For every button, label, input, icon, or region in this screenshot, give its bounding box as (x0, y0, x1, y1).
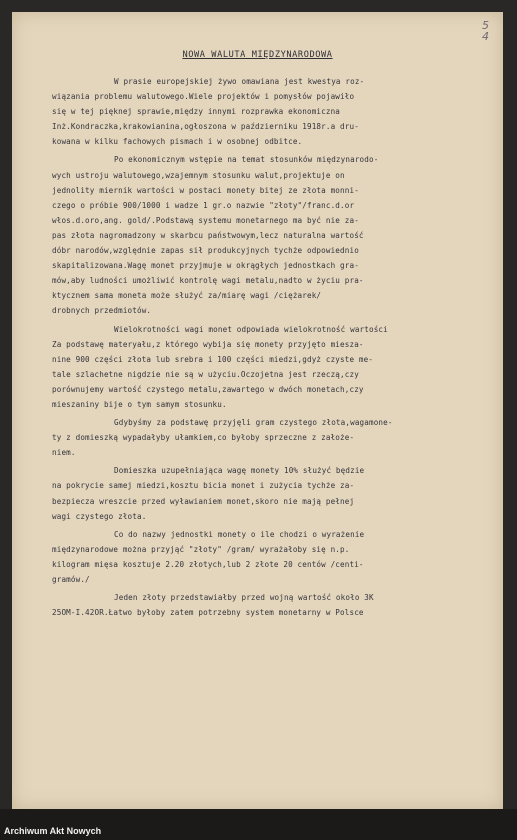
page-number-upper: 5 (482, 19, 489, 32)
document-page (12, 12, 503, 809)
text-line: czego o próbie 900/1000 i wadze 1 gr.o nazwie "złoty"/franc.d.or (52, 200, 355, 210)
text-line: tale szlachetne nigdzie nie są w użyciu.Oczojetna jest rzeczą,czy (52, 369, 359, 379)
text-line: jednolity miernik wartości w postaci monety bitej ze złota monni- (52, 185, 359, 195)
text-line: niem. (52, 448, 76, 458)
text-line: kowana w kilku fachowych pismach i w osobnej odbitce. (52, 137, 303, 147)
text-line: Za podstawę materyału,z którego wybija się monety przyjęto miesza- (52, 339, 364, 349)
paragraph (52, 152, 492, 318)
document-body (52, 74, 492, 623)
text-line: międzynarodowe można przyjąć "złoty" /gram/ wyrażałoby się n.p. (52, 544, 350, 554)
page-number-lower: 4 (482, 30, 489, 43)
archive-footer-bar (0, 809, 517, 840)
text-line: Wielokrotności wagi monet odpowiada wielokrotność wartości (114, 324, 388, 334)
text-line: W prasie europejskiej żywo omawiana jest kwestya roz- (114, 77, 365, 86)
archive-label: Archiwum Akt Nowych (4, 826, 102, 836)
text-line: się w tej pięknej sprawie,między innymi rozprawka ekonomiczna (52, 107, 341, 117)
paragraph (52, 527, 492, 587)
paragraph (52, 322, 492, 413)
text-line: bezpiecza wreszcie przed wyławianiem monet,skoro nie mają pełnej (52, 496, 355, 506)
text-line: Jeden złoty przedstawiałby przed wojną wartość około 3K (114, 593, 374, 603)
paragraph (52, 74, 492, 149)
paragraph (52, 415, 492, 460)
text-line: mów,aby ludności umożliwić kontrolę wagi metalu,nadto w życiu pra- (52, 276, 364, 286)
text-line: porównujemy wartość czystego metalu,zawartego w dwóch monetach,czy (52, 384, 364, 394)
text-line: skapitalizowana.Wagę monet przyjmuje w okrągłych jednostkach gra- (52, 261, 359, 271)
text-line: Po ekonomicznym wstępie na temat stosunków międzynarodo- (114, 155, 379, 165)
text-line: 25OM-I.42OR.Łatwo byłoby zatem potrzebny system monetarny w Polsce (52, 608, 364, 618)
text-line: ty z domieszką wypadałyby ułamkiem,co byłoby sprzeczne z założe- (52, 433, 355, 443)
text-line: Gdybyśmy za podstawę przyjęli gram czystego złota,wagamone- (114, 418, 393, 428)
document-title: NOWA WALUTA MIĘDZYNARODOWA (182, 50, 333, 60)
text-line: nine 900 części złota lub srebra i 100 części miedzi,gdyż czyste me- (52, 354, 374, 364)
text-line: drobnych przedmiotów. (52, 306, 152, 316)
text-line: wych ustroju walutowego,wzajemnym stosunku walut,projektuje on (52, 170, 345, 180)
text-line: gramów./ (52, 575, 90, 584)
text-line: mieszaniny bije o tym samym stosunku. (52, 399, 227, 409)
text-line: Inż.Kondraczka,krakowianina,ogłoszona w październiku 1918r.a dru- (52, 122, 359, 132)
text-line: Domieszka uzupełniająca wagę monety 10% służyć będzie (114, 466, 365, 476)
page-number (482, 20, 489, 42)
text-line: włos.d.oro,ang. gold/.Podstawą systemu monetarnego ma być nie za- (52, 215, 359, 225)
text-line: kilogram mięsa kosztuje 2.20 złotych,lub 2 złote 20 centów /centi- (52, 559, 364, 569)
text-line: wiązania problemu walutowego.Wiele projektów i pomysłów pojawiło (52, 92, 355, 102)
text-line: Co do nazwy jednostki monety o ile chodzi o wyrażenie (114, 529, 365, 539)
text-line: na pokrycie samej miedzi,kosztu bicia monet i zużycia tychże za- (52, 481, 355, 491)
paragraph (52, 463, 492, 523)
text-line: ktycznem sama moneta może służyć za/miarę wagi /ciężarek/ (52, 291, 322, 301)
text-line: wagi czystego złota. (52, 511, 147, 521)
text-line: pas złota nagromadzony w skarbcu państwowym,lecz naturalna wartość (52, 230, 364, 240)
paragraph (52, 590, 492, 620)
text-line: dóbr narodów,względnie zapas sił produkcyjnych tychże odpowiednio (52, 246, 359, 256)
